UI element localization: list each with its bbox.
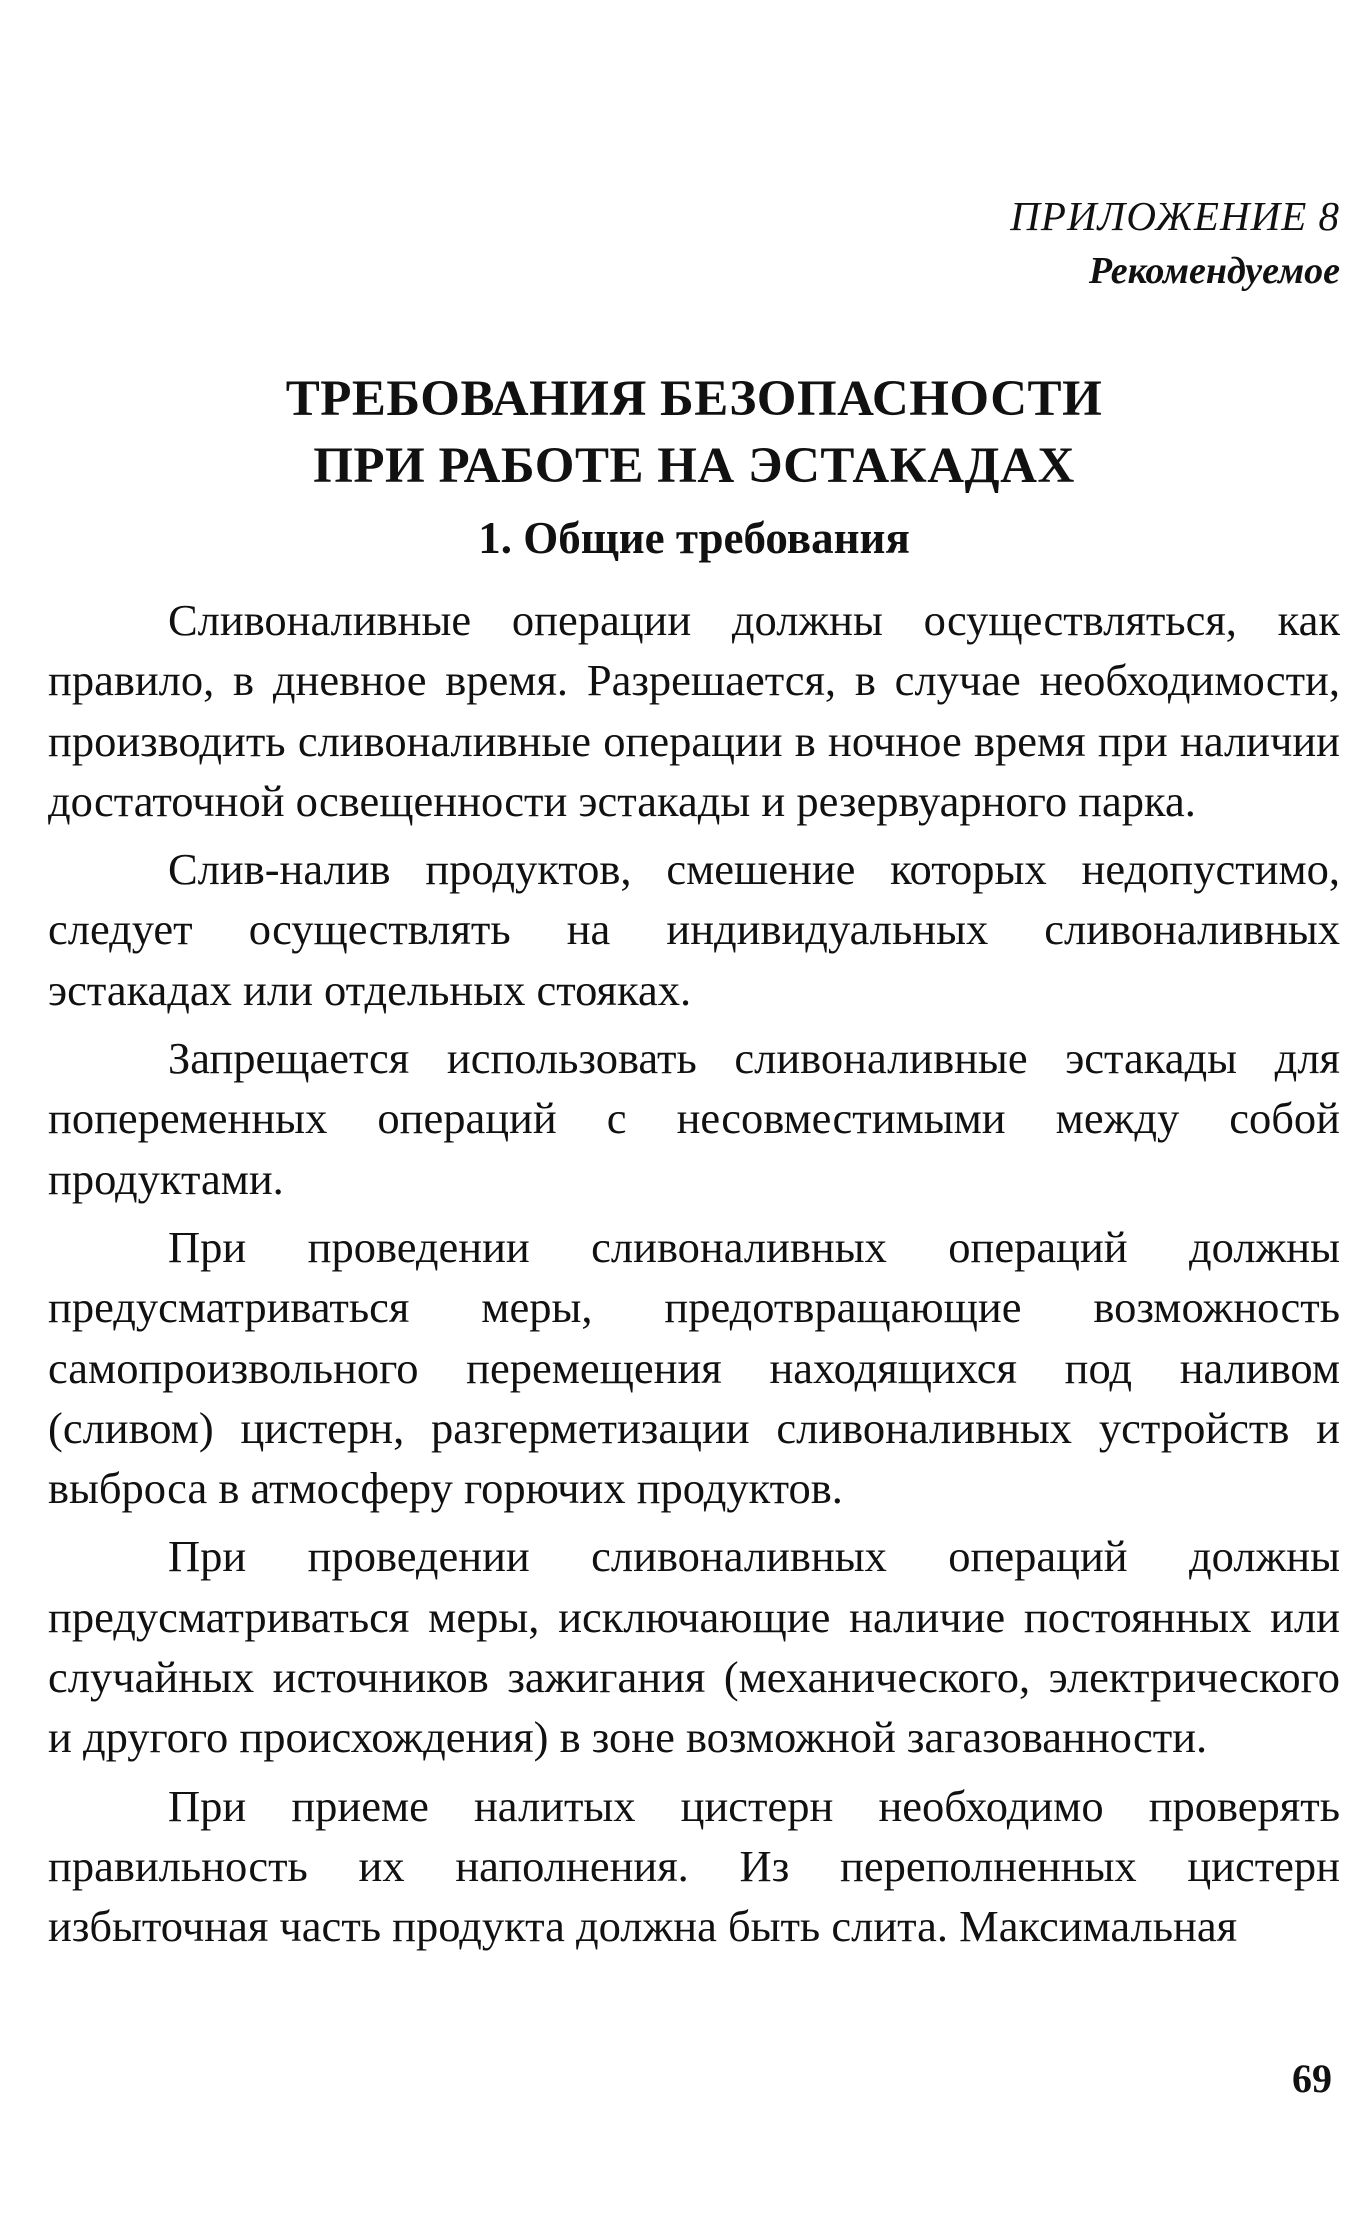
appendix-label: ПРИЛОЖЕНИЕ 8 [1010, 193, 1340, 239]
paragraph: Сливоналивные операции должны осуществляться, как правило, в дневное время. Разрешается, в случае необходимости, производить сливоналивные операции в ночное время при наличии достаточной освещенности эстакады и резервуарного парка. [48, 595, 1340, 826]
paragraph: При приеме налитых цистерн необходимо проверять правильность их наполнения. Из переполненных цистерн избыточная часть продукта должна быть слита. Максимальная [48, 1780, 1340, 1952]
appendix-status: Рекомендуемое [1088, 250, 1340, 292]
paragraph: Запрещается использовать сливоналивные эстакады для попеременных операций с несовместимыми между собой продуктами. [48, 1033, 1340, 1204]
paragraph: При проведении сливоналивных операций должны предусматриваться меры, предотвращающие возможность самопроизвольного перемещения находящихся под наливом (сливом) цистерн, разгерметизации сливоналивных устройств и выброса в атмосферу горючих продуктов. [48, 1221, 1340, 1514]
paragraph: При проведении сливоналивных операций должны предусматриваться меры, исключающие наличие постоянных или случайных источников зажигания (механического, электрического и другого происхождения) в зоне возможной загазованности. [48, 1531, 1340, 1763]
title-line-1: ТРЕБОВАНИЯ БЕЗОПАСНОСТИ [285, 371, 1103, 427]
page-number: 69 [1292, 2056, 1332, 2101]
body-text [48, 590, 1340, 1965]
document-title [48, 366, 1340, 500]
appendix-header [1010, 188, 1340, 298]
document-page [48, 0, 1340, 2213]
paragraph: Слив-налив продуктов, смешение которых недопустимо, следует осуществлять на индивидуальных сливоналивных эстакадах или отдельных стояках. [48, 844, 1340, 1015]
section-heading: 1. Общие требования [478, 513, 910, 563]
title-line-2: ПРИ РАБОТЕ НА ЭСТАКАДАХ [313, 438, 1075, 494]
